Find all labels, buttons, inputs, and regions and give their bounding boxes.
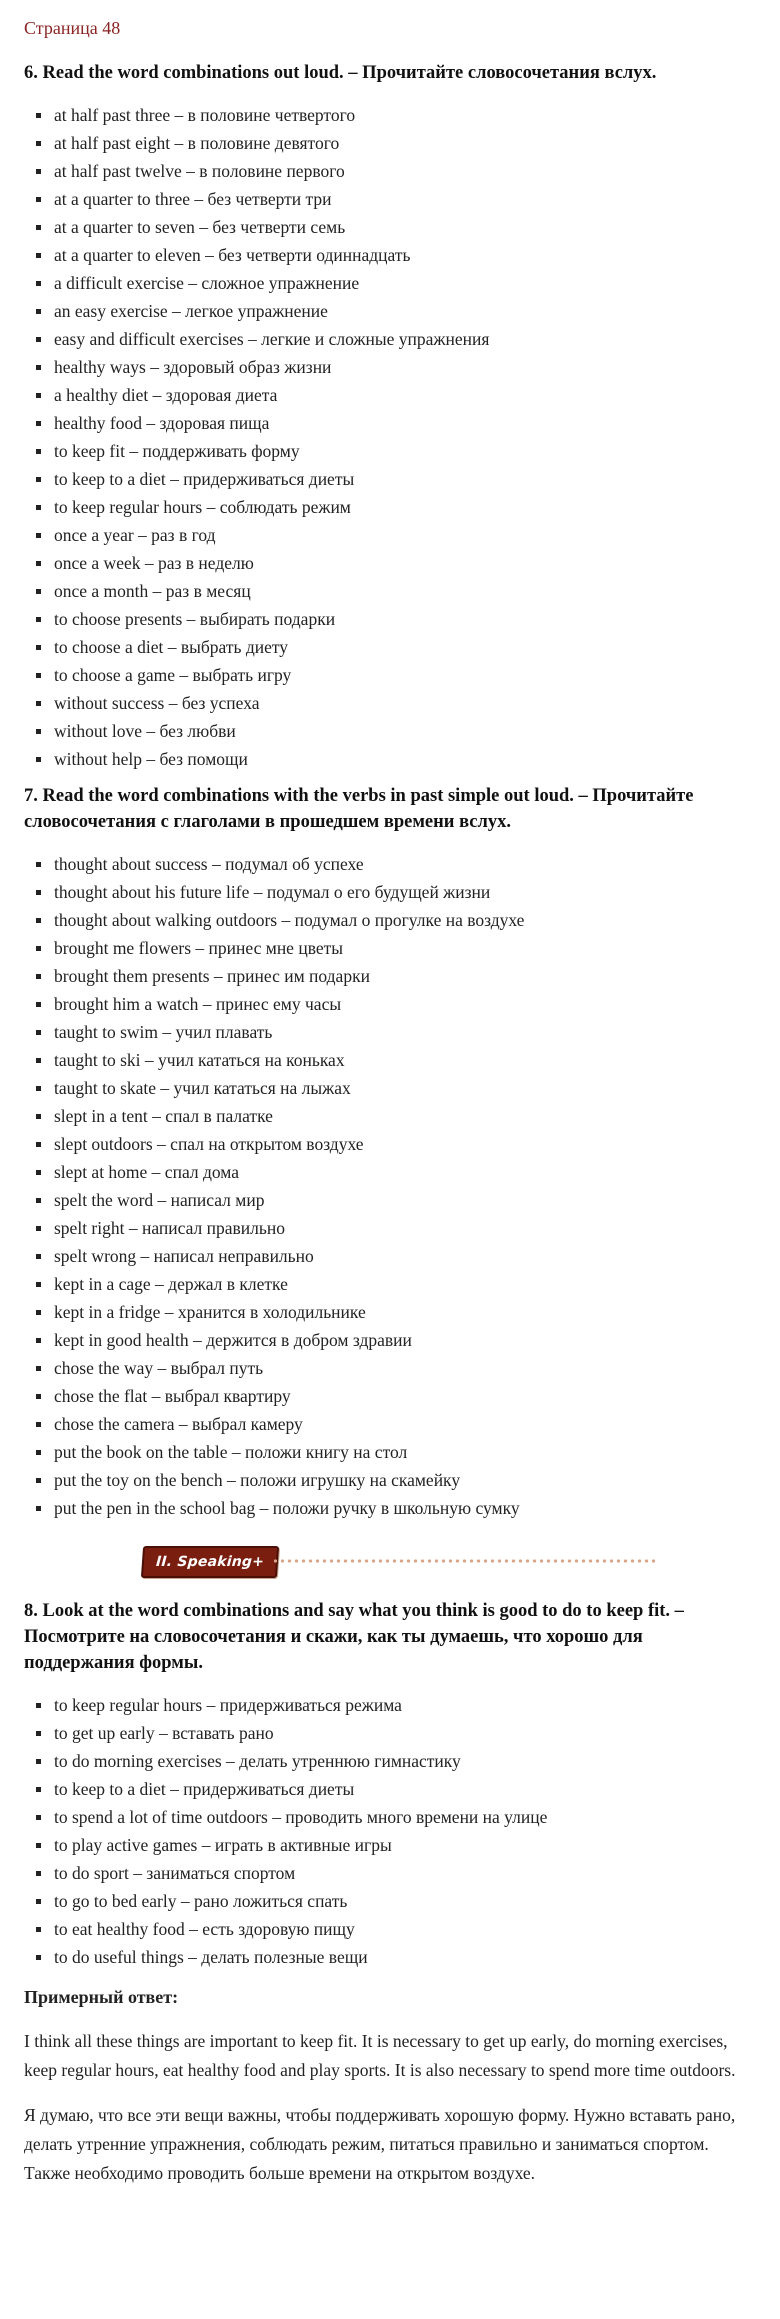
speaking-badge [141,1546,279,1578]
list-item: slept in a tent – спал в палатке [24,1102,756,1130]
list-item: thought about his future life – подумал о его будущей жизни [24,878,756,906]
list-item: to get up early – вставать рано [24,1719,756,1747]
list-item: a difficult exercise – сложное упражнение [24,269,756,297]
list-item: to do sport – заниматься спортом [24,1859,756,1887]
dotted-divider [272,1559,658,1563]
exercise-8-title: 8. Look at the word combinations and say what you think is good to do to keep fit. – Посмотрите на словосочетания и скажи, как ты думаешь, что хорошо для поддержания формы. [24,1601,684,1673]
list-item: kept in good health – держится в добром здравии [24,1326,756,1354]
list-item: to keep regular hours – придерживаться режима [24,1691,756,1719]
exercise-7-title: 7. Read the word combinations with the verbs in past simple out loud. – Прочитайте словосочетания с глаголами в прошедшем времени вслух. [24,786,694,832]
list-item: put the pen in the school bag – положи ручку в школьную сумку [24,1494,756,1522]
list-item: at a quarter to seven – без четверти семь [24,213,756,241]
list-item: to keep to a diet – придерживаться диеты [24,1775,756,1803]
answer-heading: Примерный ответ: [24,1987,179,2007]
list-item: to keep regular hours – соблюдать режим [24,493,756,521]
list-item: once a month – раз в месяц [24,577,756,605]
list-item: to do morning exercises – делать утреннюю гимнастику [24,1747,756,1775]
list-item: taught to ski – учил кататься на коньках [24,1046,756,1074]
list-item: taught to swim – учил плавать [24,1018,756,1046]
list-item: brought me flowers – принес мне цветы [24,934,756,962]
list-item: to choose a game – выбрать игру [24,661,756,689]
list-item: taught to skate – учил кататься на лыжах [24,1074,756,1102]
list-item: once a week – раз в неделю [24,549,756,577]
list-item: brought him a watch – принес ему часы [24,990,756,1018]
list-item: once a year – раз в год [24,521,756,549]
list-item: to go to bed early – рано ложиться спать [24,1887,756,1915]
list-item: an easy exercise – легкое упражнение [24,297,756,325]
list-item: kept in a fridge – хранится в холодильнике [24,1298,756,1326]
list-item: at half past twelve – в половине первого [24,157,756,185]
list-item: to choose a diet – выбрать диету [24,633,756,661]
list-item: to do useful things – делать полезные вещи [24,1943,756,1971]
list-item: thought about walking outdoors – подумал о прогулке на воздухе [24,906,756,934]
list-item: at a quarter to eleven – без четверти одиннадцать [24,241,756,269]
speaking-banner [142,1544,658,1576]
list-item: to play active games – играть в активные игры [24,1831,756,1859]
list-item: without help – без помощи [24,745,756,773]
list-item: spelt wrong – написал неправильно [24,1242,756,1270]
list-item: put the book on the table – положи книгу на стол [24,1438,756,1466]
list-item: easy and difficult exercises – легкие и сложные упражнения [24,325,756,353]
list-item: without love – без любви [24,717,756,745]
list-item: chose the way – выбрал путь [24,1354,756,1382]
list-item: without success – без успеха [24,689,756,717]
page-link[interactable]: Страница 48 [24,18,121,38]
list-item: to keep to a diet – придерживаться диеты [24,465,756,493]
list-item: at half past eight – в половине девятого [24,129,756,157]
exercise-6-title: 6. Read the word combinations out loud. – Прочитайте словосочетания вслух. [24,63,657,83]
list-item: slept outdoors – спал на открытом воздухе [24,1130,756,1158]
list-item: to spend a lot of time outdoors – проводить много времени на улице [24,1803,756,1831]
list-item: at a quarter to three – без четверти три [24,185,756,213]
exercise-8-list [24,1691,756,1971]
list-item: to eat healthy food – есть здоровую пищу [24,1915,756,1943]
list-item: kept in a cage – держал в клетке [24,1270,756,1298]
list-item: healthy ways – здоровый образ жизни [24,353,756,381]
list-item: chose the flat – выбрал квартиру [24,1382,756,1410]
list-item: thought about success – подумал об успехе [24,850,756,878]
list-item: at half past three – в половине четвертого [24,101,756,129]
exercise-7-list [24,850,756,1522]
list-item: spelt the word – написал мир [24,1186,756,1214]
list-item: chose the camera – выбрал камеру [24,1410,756,1438]
answer-paragraph-en: I think all these things are important to keep fit. It is necessary to get up early, do morning exercises, keep regular hours, eat healthy food and play sports. It is also necessary to spend more time outdoors. [24,2031,736,2080]
list-item: a healthy diet – здоровая диета [24,381,756,409]
list-item: brought them presents – принес им подарки [24,962,756,990]
list-item: spelt right – написал правильно [24,1214,756,1242]
list-item: slept at home – спал дома [24,1158,756,1186]
list-item: put the toy on the bench – положи игрушку на скамейку [24,1466,756,1494]
list-item: healthy food – здоровая пища [24,409,756,437]
answer-paragraph-ru: Я думаю, что все эти вещи важны, чтобы поддерживать хорошую форму. Нужно вставать рано, делать утренние упражнения, соблюдать режим, питаться правильно и заниматься спортом. Также необходимо проводить больше времени на открытом воздухе. [24,2105,736,2183]
list-item: to choose presents – выбирать подарки [24,605,756,633]
list-item: to keep fit – поддерживать форму [24,437,756,465]
exercise-6-list [24,101,756,773]
speaking-badge-label: II. Speaking+ [155,1554,265,1570]
